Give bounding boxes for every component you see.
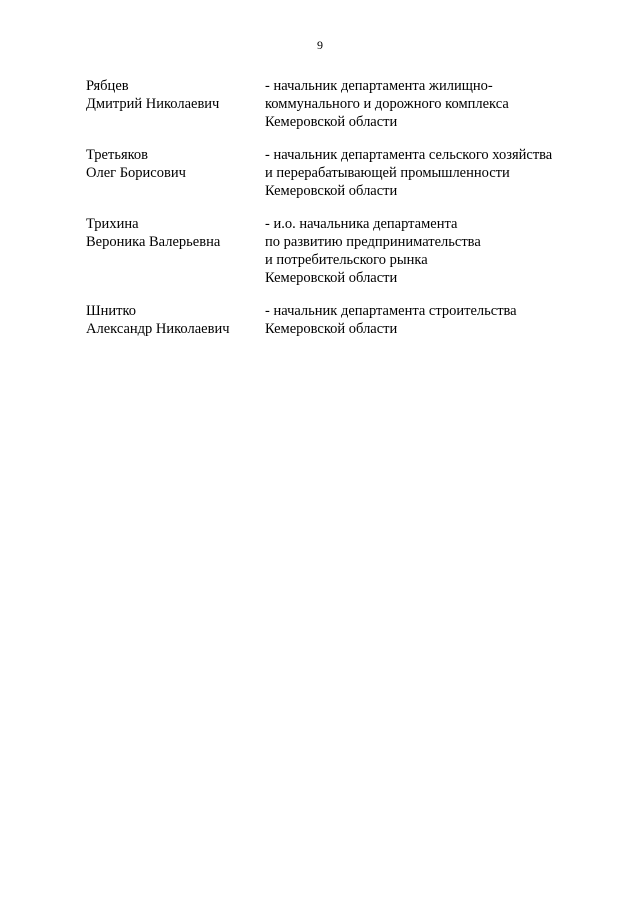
member-surname: Трихина (86, 216, 139, 232)
member-position (265, 302, 595, 338)
position-line: - начальник департамента жилищно- (265, 78, 493, 94)
member-name (86, 146, 261, 182)
position-line: Кемеровской области (265, 270, 398, 286)
position-line: по развитию предпринимательства (265, 234, 481, 250)
member-given-names: Александр Николаевич (86, 321, 230, 337)
member-name (86, 302, 261, 338)
member-position (265, 146, 595, 200)
member-position (265, 215, 595, 287)
member-position (265, 77, 595, 131)
member-surname: Шнитко (86, 303, 137, 319)
position-line: - начальник департамента строительства (265, 303, 517, 319)
position-line: и потребительского рынка (265, 252, 428, 268)
member-name (86, 77, 261, 113)
member-surname: Третьяков (86, 147, 149, 163)
position-line: Кемеровской области (265, 183, 398, 199)
position-line: Кемеровской области (265, 321, 398, 337)
position-line: коммунального и дорожного комплекса (265, 96, 509, 112)
position-line: - и.о. начальника департамента (265, 216, 458, 232)
position-line: и перерабатывающей промышленности (265, 165, 510, 181)
member-given-names: Дмитрий Николаевич (86, 96, 220, 112)
position-line: - начальник департамента сельского хозяйства (265, 147, 553, 163)
position-line: Кемеровской области (265, 114, 398, 130)
member-given-names: Вероника Валерьевна (86, 234, 221, 250)
member-surname: Рябцев (86, 78, 129, 94)
page-number: 9 (317, 38, 323, 52)
member-name (86, 215, 261, 251)
member-given-names: Олег Борисович (86, 165, 186, 181)
